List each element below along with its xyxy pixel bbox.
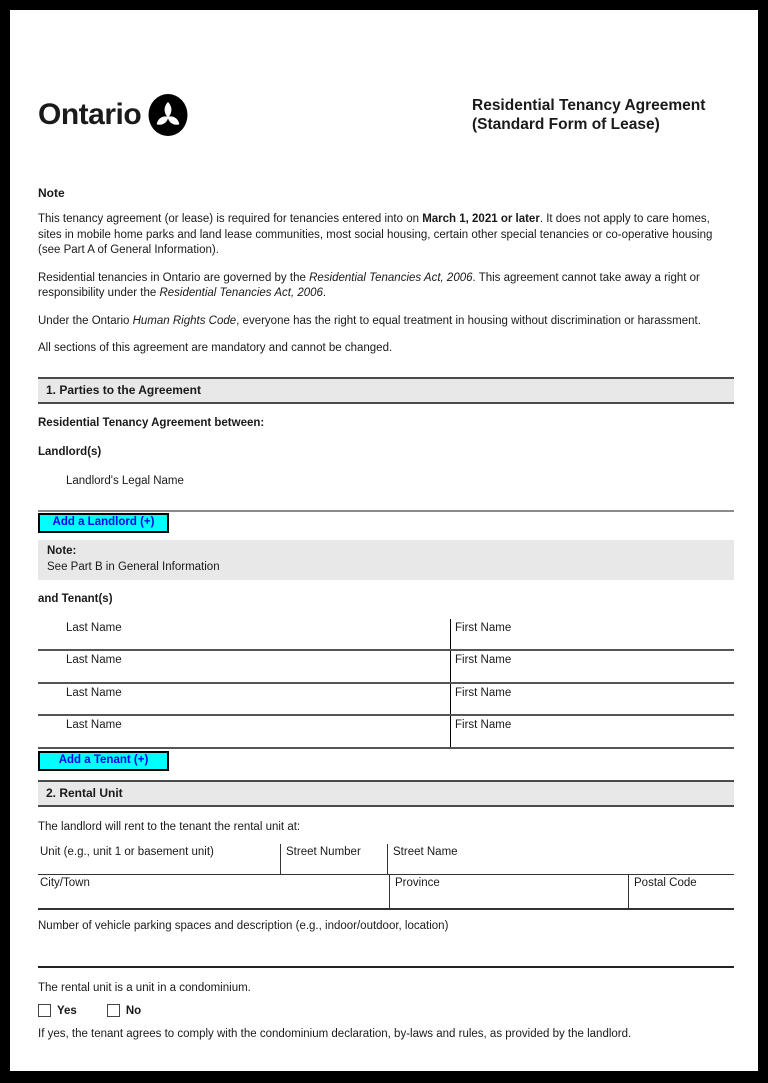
rental-unit-intro: The landlord will rent to the tenant the rental unit at: (38, 820, 301, 833)
tenant-3-first-name-field[interactable]: First Name (450, 684, 734, 715)
document-header (38, 94, 734, 136)
tenant-1-first-name-field[interactable]: First Name (450, 619, 734, 650)
trillium-icon (148, 94, 188, 136)
ontario-logo (38, 94, 188, 136)
postal-code-field[interactable]: Postal Code (628, 875, 734, 908)
note-p2-end: . (322, 287, 327, 299)
tenant-row-4 (38, 716, 734, 749)
tenant-4-last-name-field[interactable]: Last Name (66, 719, 122, 731)
document-title (472, 96, 734, 134)
agreement-between-label: Residential Tenancy Agreement between: (38, 416, 265, 429)
condo-ifyes-text: If yes, the tenant agrees to comply with the condominium declaration, by-laws and rules, as provided by the landlord. (38, 1028, 632, 1040)
rental-unit-address-table (38, 844, 734, 910)
note-p3-after: , everyone has the right to equal treatment in housing without discrimination or harassment. (236, 314, 701, 327)
ontario-logo-text: Ontario (38, 98, 142, 131)
no-checkbox-label: No (125, 1004, 142, 1017)
condo-choice-row (38, 1004, 734, 1017)
note-p2-italic1: Residential Tenancies Act, 2006 (309, 271, 473, 284)
note-p3-text: Under the Ontario (38, 314, 133, 327)
note-p2-mid: . This agreement cannot take away a right or responsibility under the (38, 271, 700, 299)
landlord-name-field[interactable] (38, 510, 734, 512)
yes-checkbox-label: Yes (57, 1004, 77, 1017)
add-tenant-button[interactable]: Add a Tenant (+) (38, 751, 169, 771)
part-b-note-box (38, 540, 734, 580)
tenant-1-last-name-field[interactable]: Last Name (66, 621, 122, 634)
note-box-title: Note: (47, 545, 77, 557)
no-checkbox[interactable] (107, 1004, 120, 1017)
unit-field[interactable]: Unit (e.g., unit 1 or basement unit) (40, 846, 214, 858)
section-1-header: 1. Parties to the Agreement (38, 377, 734, 404)
tenant-row-2 (38, 651, 734, 684)
add-tenant-row (38, 750, 734, 771)
note-paragraph-3 (38, 314, 734, 330)
street-number-field[interactable]: Street Number (280, 844, 387, 874)
condominium-statement: The rental unit is a unit in a condominium. (38, 981, 251, 994)
tenant-2-last-name-field[interactable]: Last Name (66, 654, 122, 666)
note-paragraph-2 (38, 271, 734, 302)
province-field[interactable]: Province (389, 875, 628, 908)
parking-field[interactable] (38, 966, 734, 968)
tenants-label: and Tenant(s) (38, 593, 113, 605)
parking-spaces-label: Number of vehicle parking spaces and description (e.g., indoor/outdoor, location) (38, 920, 449, 932)
add-landlord-button[interactable]: Add a Landlord (+) (38, 513, 169, 533)
note-p3-italic: Human Rights Code (132, 314, 237, 327)
document-title-line2: (Standard Form of Lease) (472, 116, 660, 133)
note-heading: Note (38, 186, 65, 200)
address-row-2 (38, 875, 734, 910)
tenant-4-first-name-field[interactable]: First Name (450, 716, 734, 747)
note-p1-bold: March 1, 2021 or later (422, 213, 540, 225)
tenant-name-table (38, 619, 734, 749)
note-p2-italic2: Residential Tenancies Act, 2006 (159, 287, 323, 299)
document-title-line1: Residential Tenancy Agreement (472, 97, 706, 114)
section-2-header: 2. Rental Unit (38, 780, 734, 807)
tenant-2-first-name-field[interactable]: First Name (450, 651, 734, 682)
document-page (10, 10, 758, 1071)
tenant-3-last-name-field[interactable]: Last Name (66, 686, 122, 699)
tenant-row-3 (38, 684, 734, 717)
landlords-label: Landlord(s) (38, 446, 102, 458)
note-paragraph-1 (38, 212, 734, 259)
note-box-text: See Part B in General Information (47, 561, 220, 573)
note-paragraph-4: All sections of this agreement are mandatory and cannot be changed. (38, 342, 393, 354)
note-p1-text: This tenancy agreement (or lease) is required for tenancies entered into on (38, 213, 423, 225)
note-p2-text: Residential tenancies in Ontario are governed by the (38, 271, 310, 284)
yes-checkbox[interactable] (38, 1004, 51, 1017)
street-name-field[interactable]: Street Name (387, 844, 734, 874)
landlord-legal-name-label: Landlord's Legal Name (66, 474, 184, 487)
tenant-row-1 (38, 619, 734, 652)
city-town-field[interactable]: City/Town (40, 877, 90, 889)
note-p1-after: . It does not apply to care homes, sites in mobile home parks and land lease communities, most social housing, certain other special tenancies or co-operative housing (see Part A of General Information). (38, 213, 713, 256)
address-row-1 (38, 844, 734, 875)
